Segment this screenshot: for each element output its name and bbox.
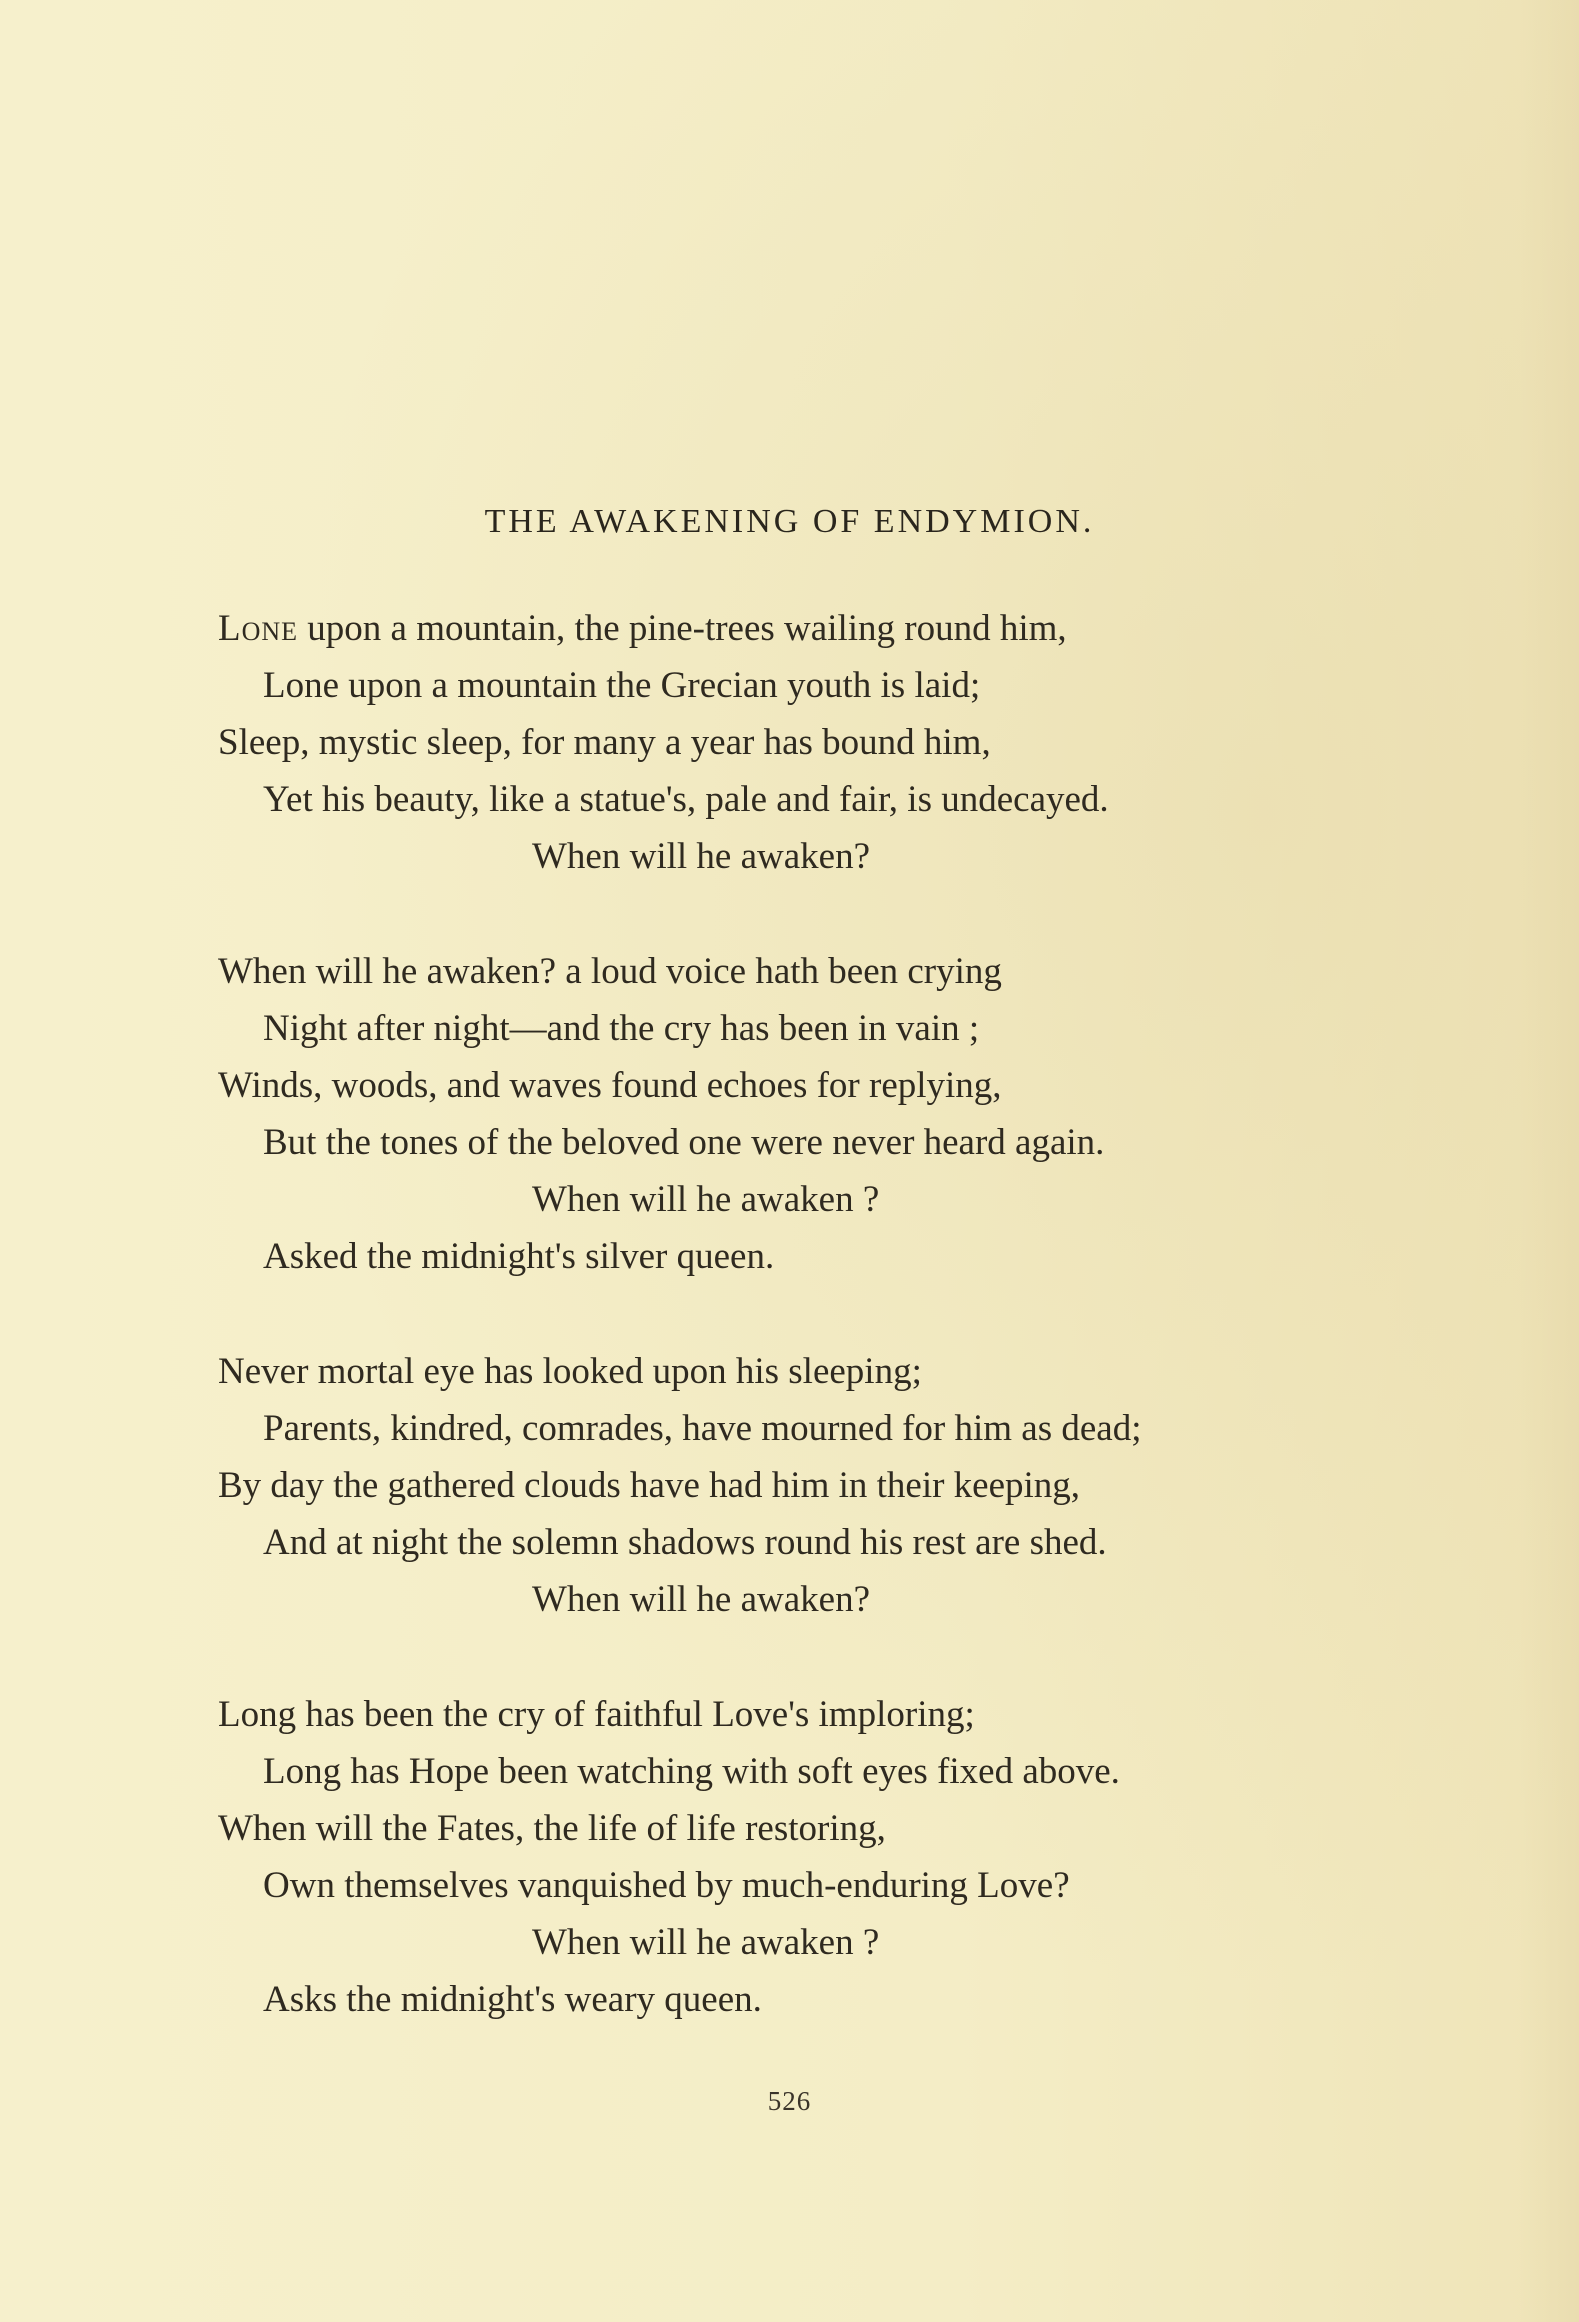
line-remainder: upon a mountain, the pine-trees wailing round him,: [298, 608, 1067, 649]
poem-line: Sleep, mystic sleep, for many a year has bound him,: [218, 722, 991, 763]
poem-line: [0, 600, 1579, 657]
poem-refrain: When will he awaken?: [532, 1579, 870, 1620]
stanza-4: [0, 1686, 1579, 2028]
poem-line: Lone upon a mountain the Grecian youth is laid;: [263, 665, 981, 706]
poem-line: Asks the midnight's weary queen.: [263, 1979, 762, 2020]
poem-line: Yet his beauty, like a statue's, pale and fair, is undecayed.: [263, 779, 1109, 820]
poem-line: Night after night—and the cry has been in vain ;: [263, 1008, 980, 1049]
stanza-3: [0, 1343, 1579, 1628]
poem-line: And at night the solemn shadows round his rest are shed.: [263, 1522, 1107, 1563]
poem-line: But the tones of the beloved one were never heard again.: [263, 1122, 1105, 1163]
page-number: 526: [767, 2086, 812, 2116]
first-word-small-caps: Lone: [218, 608, 299, 649]
poem-refrain: When will he awaken ?: [532, 1922, 880, 1963]
poem-title: THE AWAKENING OF ENDYMION.: [484, 503, 1095, 540]
poem-line: When will he awaken? a loud voice hath been crying: [218, 951, 1002, 992]
poem-line: Parents, kindred, comrades, have mourned for him as dead;: [263, 1408, 1142, 1449]
stanza-2: [0, 943, 1579, 1285]
poem-line: Asked the midnight's silver queen.: [263, 1236, 775, 1277]
poem-line: When will the Fates, the life of life restoring,: [218, 1808, 886, 1849]
poem-refrain: When will he awaken?: [532, 836, 870, 877]
poem-line: By day the gathered clouds have had him in their keeping,: [218, 1465, 1081, 1506]
poem-line: Long has been the cry of faithful Love's imploring;: [218, 1694, 975, 1735]
poem-line: Own themselves vanquished by much-enduring Love?: [263, 1865, 1070, 1906]
stanza-1: [0, 600, 1579, 885]
poem-body: [0, 600, 1579, 2086]
poem-line: Long has Hope been watching with soft eyes fixed above.: [263, 1751, 1120, 1792]
poem-line: Winds, woods, and waves found echoes for replying,: [218, 1065, 1002, 1106]
poem-line: Never mortal eye has looked upon his sleeping;: [218, 1351, 922, 1392]
poem-refrain: When will he awaken ?: [532, 1179, 880, 1220]
